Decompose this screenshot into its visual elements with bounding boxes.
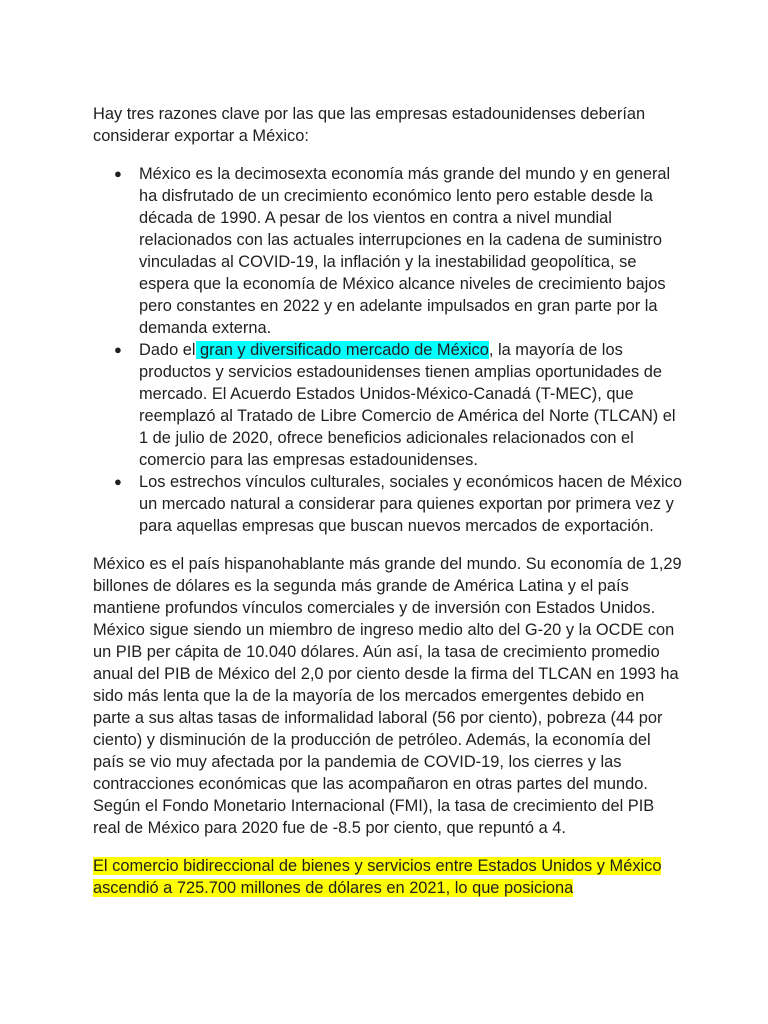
list-item-text: México es la decimosexta economía más grande del mundo y en general ha disfrutado de un crecimiento económico lento pero estable desde la década de 1990. A pesar de los vientos en contra a nivel mundial relacionados con las actuales interrupciones en la cadena de suministro vinculadas al COVID-19, la inflación y la inestabilidad geopolítica, se espera que la economía de México alcance niveles de crecimiento bajos pero constantes en 2022 y en adelante impulsados en gran parte por la demanda externa. bbox=[139, 165, 671, 337]
list-item-text: Los estrechos vínculos culturales, sociales y económicos hacen de México un mercado natural a considerar para quienes exportan por primera vez y para aquellas empresas que buscan nuevos mercados de exportación. bbox=[139, 473, 682, 535]
highlighted-text: gran y diversificado mercado de México bbox=[195, 341, 489, 359]
bullet-icon: ● bbox=[114, 166, 122, 181]
list-item-text-after: , la mayoría de los productos y servicios estadounidenses tienen amplias oportunidades de mercado. El Acuerdo Estados Unidos-México-Canadá (T-MEC), que reemplazó al Tratado de Libre Comercio de América del Norte (TLCAN) el 1 de julio de 2020, ofrece beneficios adicionales relacionados con el comercio para las empresas estadounidenses. bbox=[139, 341, 676, 469]
document-page bbox=[93, 103, 683, 899]
list-item-text-before: Dado el bbox=[139, 341, 196, 359]
list-item bbox=[114, 471, 683, 537]
trade-paragraph bbox=[93, 855, 683, 899]
intro-paragraph: Hay tres razones clave por las que las empresas estadounidenses deberían considerar exportar a México: bbox=[93, 105, 646, 145]
list-item bbox=[114, 163, 683, 339]
highlighted-text: El comercio bidireccional de bienes y servicios entre Estados Unidos y México ascendió a 725.700 millones de dólares en 2021, lo que posiciona bbox=[93, 857, 662, 897]
bullet-icon: ● bbox=[114, 342, 122, 357]
list-item bbox=[114, 339, 683, 471]
bullet-icon: ● bbox=[114, 474, 122, 489]
reasons-list bbox=[93, 163, 683, 537]
economy-paragraph: México es el país hispanohablante más grande del mundo. Su economía de 1,29 billones de dólares es la segunda más grande de América Latina y el país mantiene profundos vínculos comerciales y de inversión con Estados Unidos. México sigue siendo un miembro de ingreso medio alto del G-20 y la OCDE con un PIB per cápita de 10.040 dólares. Aún así, la tasa de crecimiento promedio anual del PIB de México del 2,0 por ciento desde la firma del TLCAN en 1993 ha sido más lenta que la de la mayoría de los mercados emergentes debido en parte a sus altas tasas de informalidad laboral (56 por ciento), pobreza (44 por ciento) y disminución de la producción de petróleo. Además, la economía del país se vio muy afectada por la pandemia de COVID-19, los cierres y las contracciones económicas que las acompañaron en otras partes del mundo. Según el Fondo Monetario Internacional (FMI), la tasa de crecimiento del PIB real de México para 2020 fue de -8.5 por ciento, que repuntó a 4. bbox=[93, 555, 682, 837]
